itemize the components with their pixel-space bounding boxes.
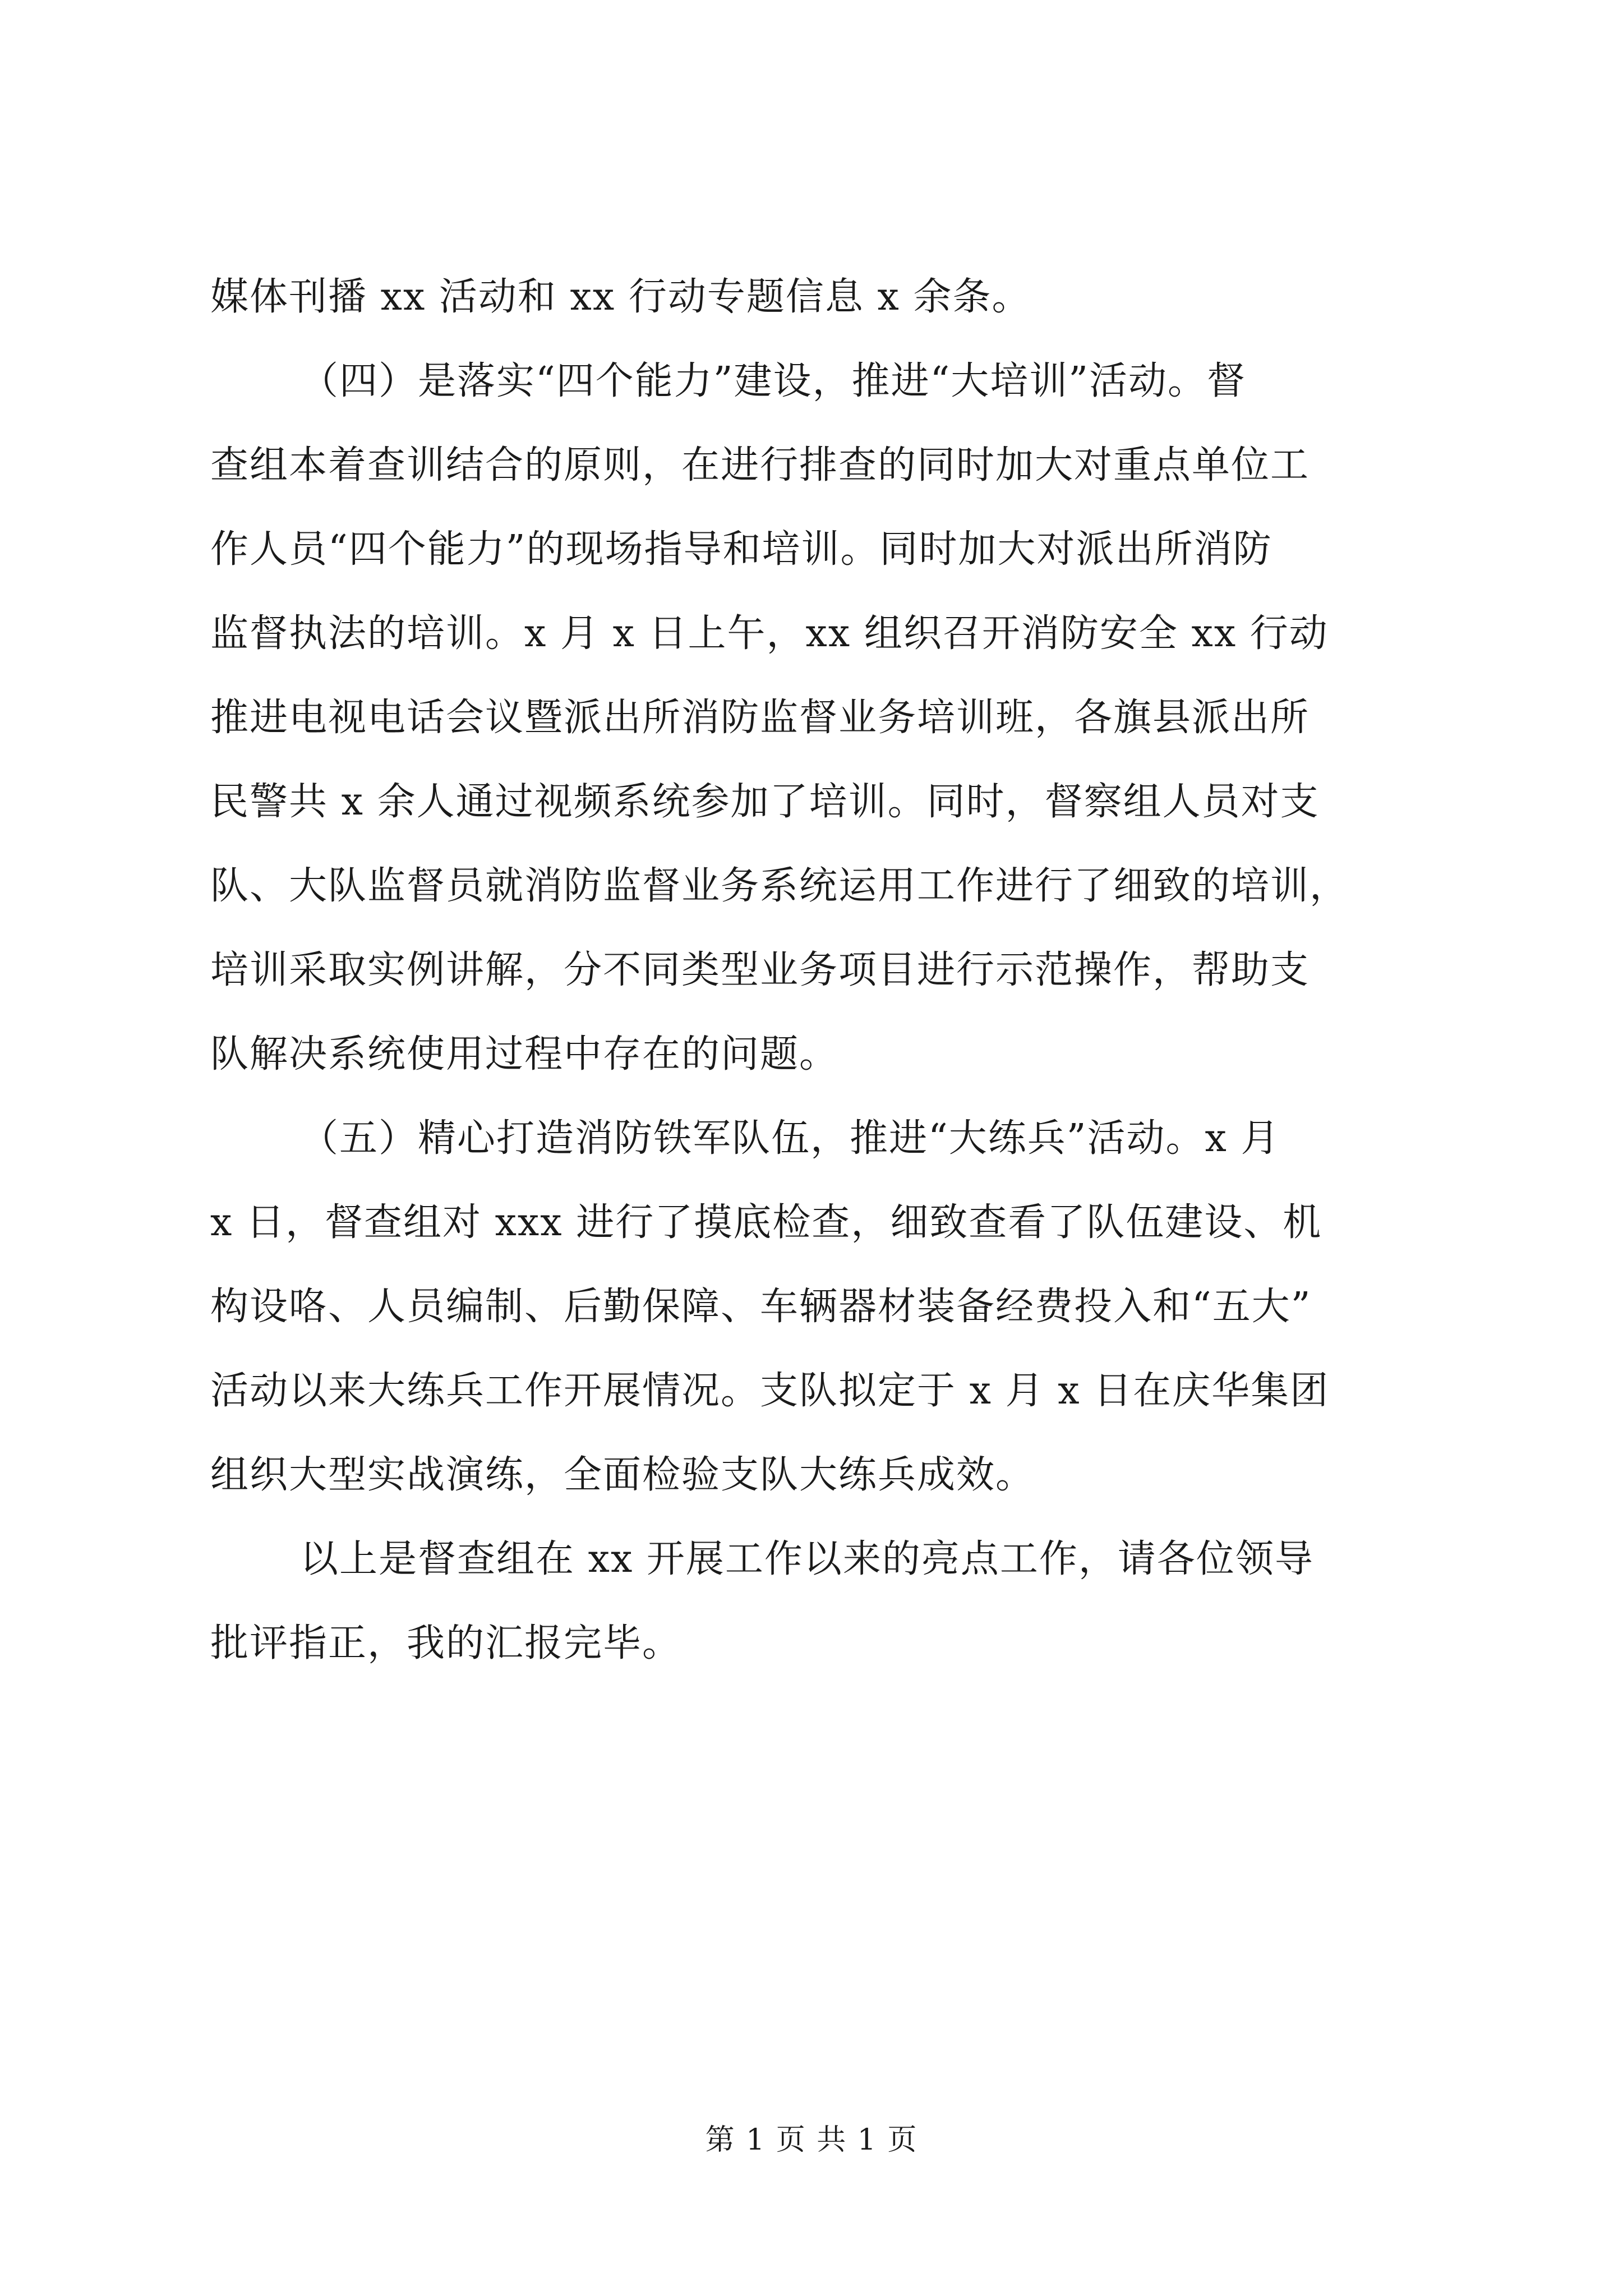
text-line: 以上是督查组在 xx 开展工作以来的亮点工作，请各位领导 — [300, 1537, 1314, 1581]
text-line: 作人员“四个能力”的现场指导和培训。同时加大对派出所消防 — [210, 527, 1272, 572]
text-line: 培训采取实例讲解，分不同类型业务项目进行示范操作，帮助支 — [210, 948, 1310, 992]
text-line: 组织大型实战演练，全面检验支队大练兵成效。 — [210, 1453, 1035, 1497]
text-line: 民警共 x 余人通过视频系统参加了培训。同时，督察组人员对支 — [210, 780, 1320, 824]
text-line: x 日，督查组对 xxx 进行了摸底检查，细致查看了队伍建设、机 — [210, 1200, 1322, 1245]
text-line: 活动以来大练兵工作开展情况。支队拟定于 x 月 x 日在庆华集团 — [210, 1369, 1330, 1413]
text-line: 队、大队监督员就消防监督业务系统运用工作进行了细致的培训， — [210, 864, 1349, 908]
paragraph-2 — [210, 339, 1419, 1097]
page-number: 第 1 页 共 1 页 — [705, 2123, 918, 2157]
text-line: 查组本着查训结合的原则，在进行排查的同时加大对重点单位工 — [210, 443, 1310, 487]
paragraph-1 — [210, 255, 1419, 339]
text-line: （五）精心打造消防铁军队伍，推进“大练兵”活动。x 月 — [300, 1116, 1280, 1161]
text-line: 媒体刊播 xx 活动和 xx 行动专题信息 x 余条。 — [210, 275, 1031, 319]
paragraph-4 — [210, 1517, 1419, 1686]
text-line: 批评指正，我的汇报完毕。 — [210, 1621, 682, 1665]
text-line: （四）是落实“四个能力”建设，推进“大培训”活动。督 — [300, 359, 1247, 403]
text-line: 队解决系统使用过程中存在的问题。 — [210, 1032, 839, 1076]
text-line: 推进电视电话会议暨派出所消防监督业务培训班，各旗县派出所 — [210, 696, 1310, 740]
text-line: 监督执法的培训。x 月 x 日上午，xx 组织召开消防安全 xx 行动 — [210, 611, 1329, 656]
document-body — [210, 255, 1419, 1686]
paragraph-3 — [210, 1097, 1419, 1517]
text-line: 构设咯、人员编制、后勤保障、车辆器材装备经费投入和“五大” — [210, 1285, 1312, 1329]
